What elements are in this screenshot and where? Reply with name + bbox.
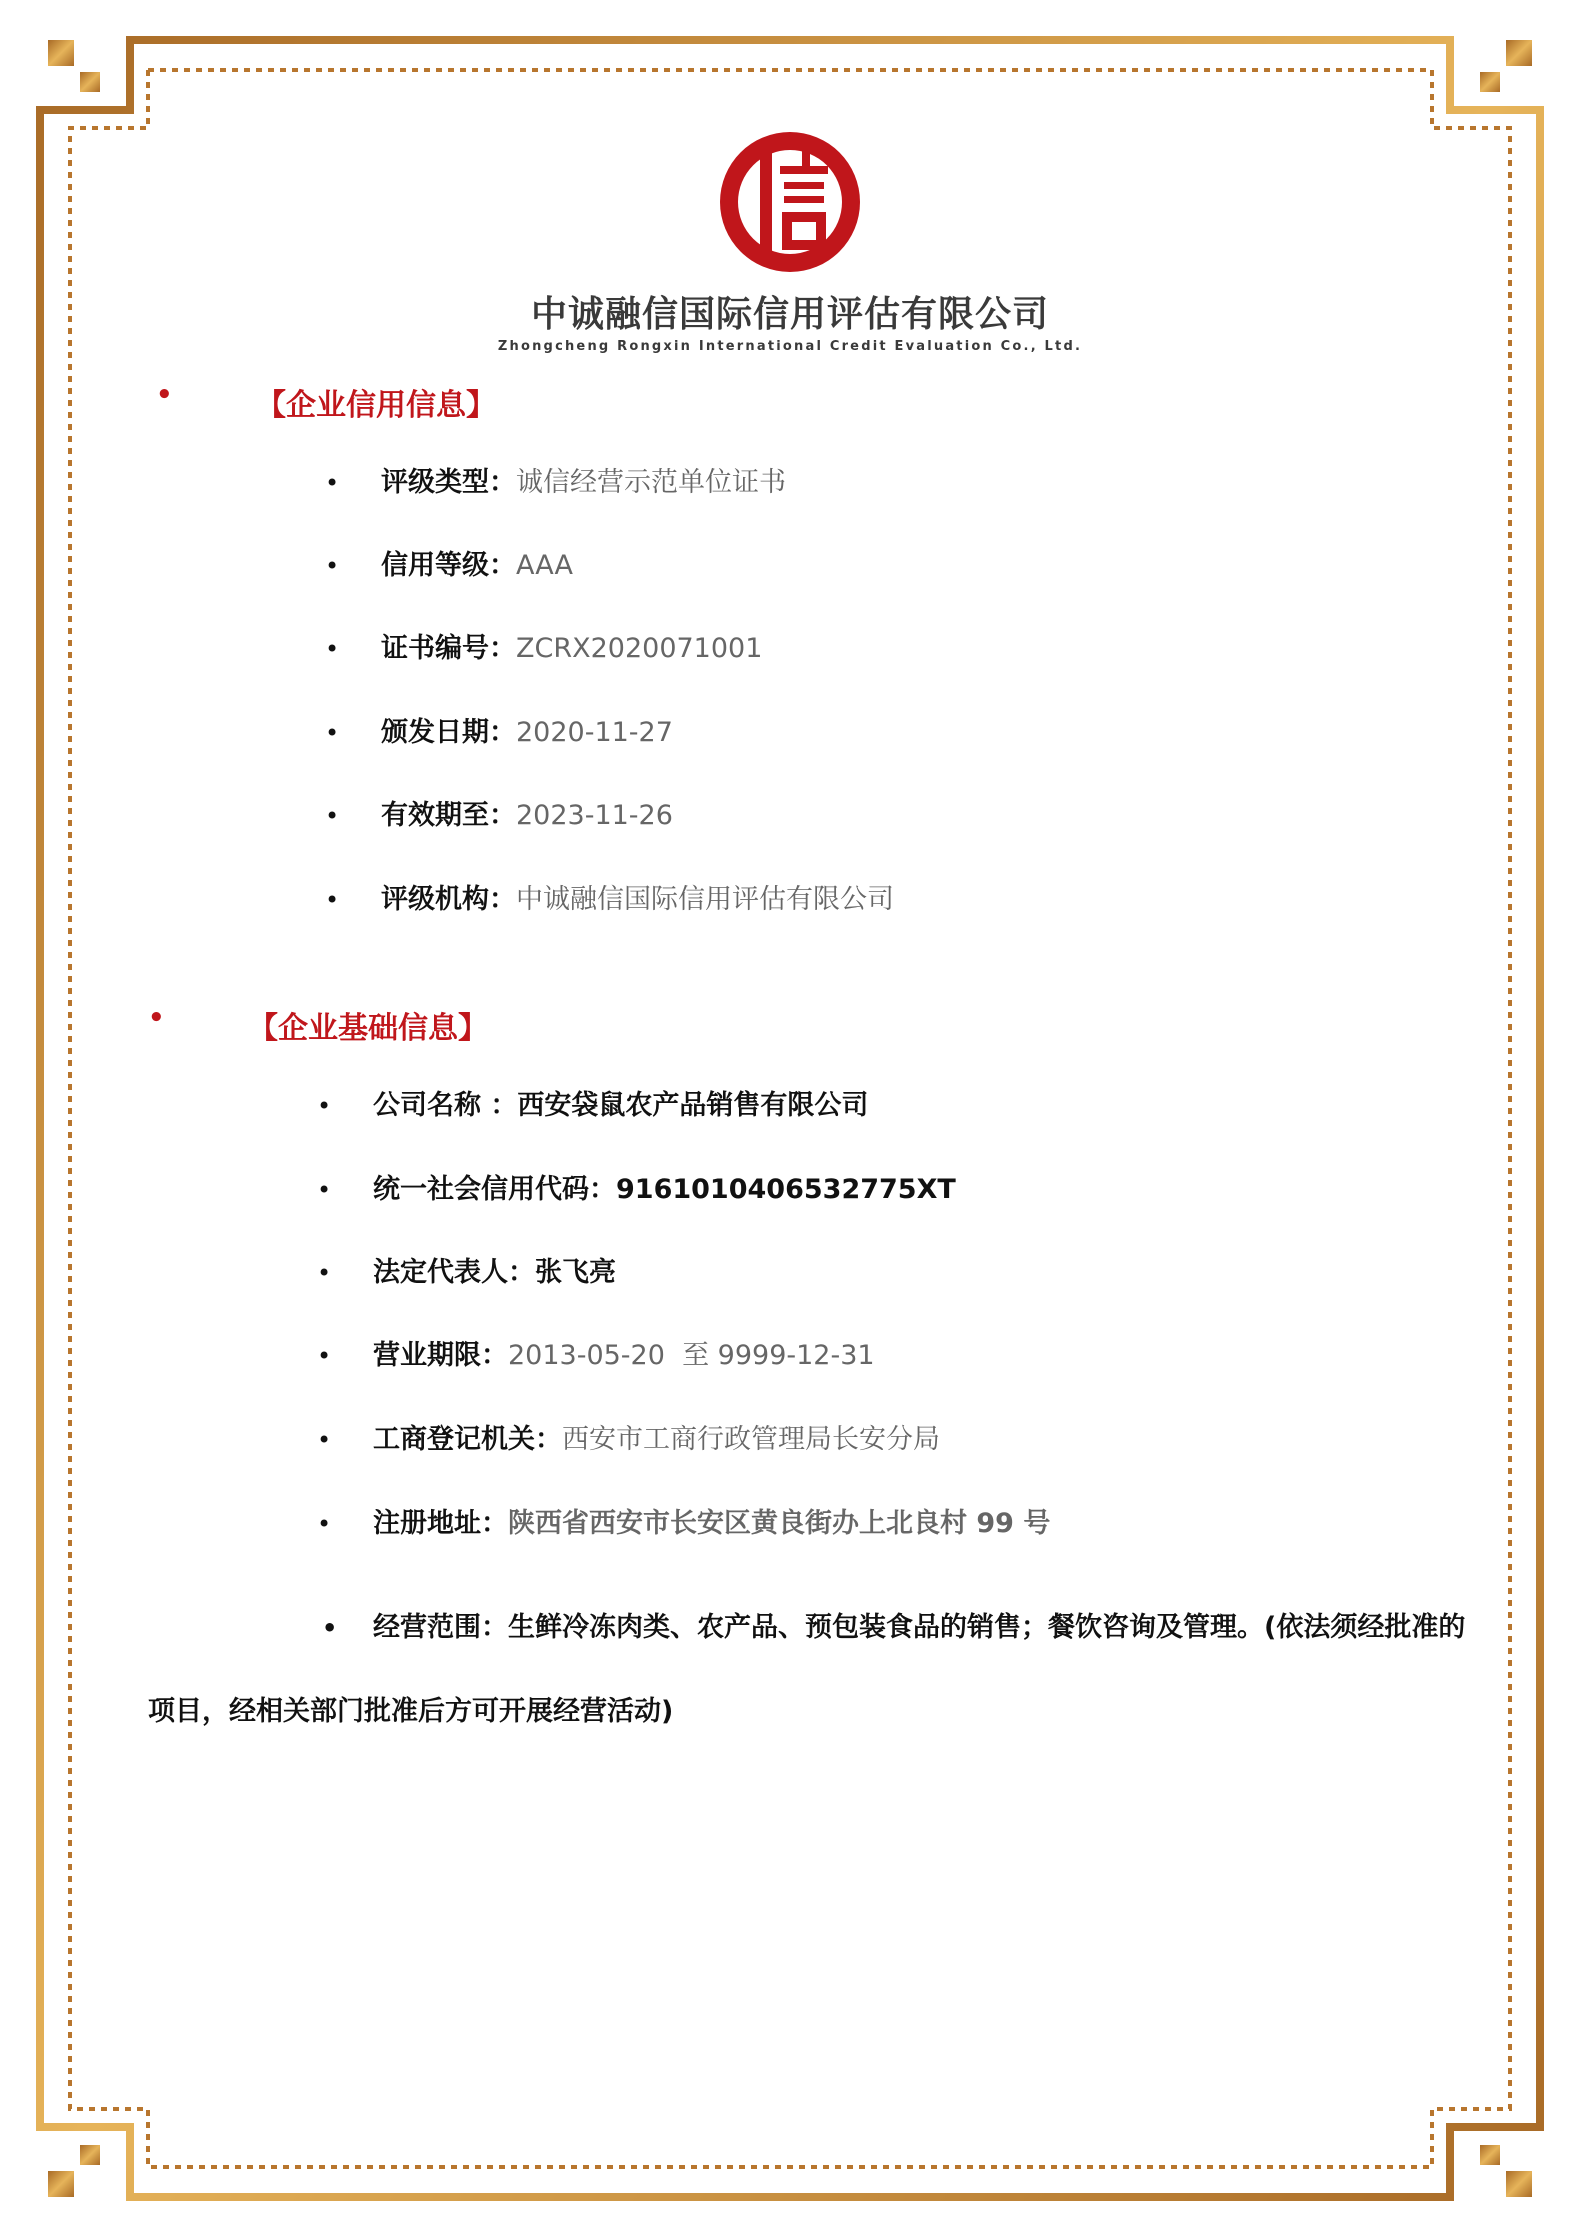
list-bullet-icon: • xyxy=(325,886,340,914)
list-bullet-icon: • xyxy=(322,1614,338,1642)
list-bullet-icon: • xyxy=(317,1426,332,1454)
business-scope-value: 生鲜冷冻肉类、农产品、预包装食品的销售；餐饮咨询及管理。(依法须经批准的项目，经相关部门批准后方可开展经营活动) xyxy=(148,1612,1466,1727)
credit-section-title: 【企业信用信息】 xyxy=(256,388,496,423)
basic-row-legal-rep: • 法定代表人：张飞亮 xyxy=(317,1254,616,1292)
list-bullet-icon: • xyxy=(317,1342,332,1370)
basic-row-company-name: • 公司名称 ：西安袋鼠农产品销售有限公司 xyxy=(317,1087,868,1125)
list-bullet-icon: • xyxy=(325,719,340,747)
basic-row-registered-address: • 注册地址：陕西省西安市长安区黄良街办上北良村 99 号 xyxy=(317,1505,1050,1543)
basic-section-title: 【企业基础信息】 xyxy=(248,1011,488,1046)
basic-row-credit-code: • 统一社会信用代码：9161010406532775XT xyxy=(317,1171,956,1209)
basic-row-business-scope xyxy=(148,1586,1478,1754)
list-bullet-icon: • xyxy=(325,469,340,497)
list-bullet-icon: • xyxy=(317,1510,332,1538)
basic-row-business-term: • 营业期限：2013-05-20 至 9999-12-31 xyxy=(317,1337,875,1375)
section-bullet-icon: • xyxy=(156,380,173,410)
list-bullet-icon: • xyxy=(317,1092,332,1120)
logo-name-en: Zhongcheng Rongxin International Credit Evaluation Co., Ltd. xyxy=(497,339,1083,354)
company-logo xyxy=(0,128,1580,354)
credit-row-issue-date: • 颁发日期：2020-11-27 xyxy=(325,714,673,752)
credit-row-rating-agency: • 评级机构：中诚融信国际信用评估有限公司 xyxy=(325,881,894,919)
credit-row-valid-until: • 有效期至：2023-11-26 xyxy=(325,797,673,835)
credit-section-heading xyxy=(156,380,756,423)
list-bullet-icon: • xyxy=(325,802,340,830)
list-bullet-icon: • xyxy=(317,1259,332,1287)
list-bullet-icon: • xyxy=(325,635,340,663)
credit-row-cert-number: • 证书编号：ZCRX2020071001 xyxy=(325,630,762,668)
credit-row-rating-type: • 评级类型：诚信经营示范单位证书 xyxy=(325,464,786,502)
basic-section-heading xyxy=(148,1003,748,1046)
business-scope-label: 经营范围： xyxy=(373,1612,508,1643)
section-bullet-icon: • xyxy=(148,1003,165,1033)
logo-name-cn: 中诚融信国际信用评估有限公司 xyxy=(530,294,1049,335)
credit-row-credit-level: • 信用等级：AAA xyxy=(325,547,573,585)
xin-seal-icon xyxy=(710,128,870,276)
list-bullet-icon: • xyxy=(325,552,340,580)
basic-row-registration-authority: • 工商登记机关：西安市工商行政管理局长安分局 xyxy=(317,1421,940,1459)
list-bullet-icon: • xyxy=(317,1176,332,1204)
